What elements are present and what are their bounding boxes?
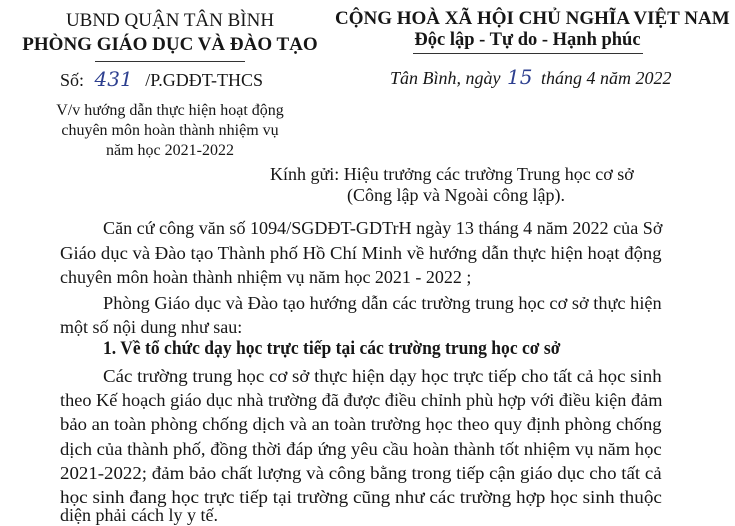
para1-line-2: Giáo dục và Đào tạo Thành phố Hồ Chí Minh về hướng dẫn thực hiện hoạt động (60, 243, 662, 263)
national-title: CỘNG HOÀ XÃ HỘI CHỦ NGHĨA VIỆT NAM (335, 8, 730, 29)
number-prefix: Số: (60, 70, 85, 90)
org-line-2: PHÒNG GIÁO DỤC VÀ ĐÀO TẠO (22, 34, 318, 55)
recipient-line-2: (Công lập và Ngoài công lập). (347, 185, 565, 205)
para3-line-1: Các trường trung học cơ sở thực hiện dạy học trực tiếp cho tất cả học sinh (103, 366, 662, 386)
para1-line-1: Căn cứ công văn số 1094/SGDĐT-GDTrH ngày 13 tháng 4 năm 2022 của Sở (103, 218, 663, 238)
date-prefix: Tân Bình, ngày (390, 68, 501, 88)
number-handwritten: 431 (94, 67, 133, 91)
para2-line-2: một số nội dung như sau: (60, 317, 243, 337)
para3-line-7: diện phải cách ly y tế. (60, 505, 218, 525)
subject-line-1: V/v hướng dẫn thực hiện hoạt động (56, 102, 284, 119)
para3-line-5: 2021-2022; đảm bảo chất lượng và công bằng trong tiếp cận giáo dục cho tất cả (60, 463, 662, 483)
recipient-line-1: Kính gửi: Hiệu trưởng các trường Trung học cơ sở (270, 164, 634, 184)
para2-line-1: Phòng Giáo dục và Đào tạo hướng dẫn các trường trung học cơ sở thực hiện (103, 293, 662, 313)
number-suffix: /P.GDĐT-THCS (145, 70, 264, 90)
para1-line-3: chuyên môn hoàn thành nhiệm vụ năm học 2021 - 2022 ; (60, 267, 472, 287)
subject-line-2: chuyên môn hoàn thành nhiệm vụ (61, 122, 279, 139)
motto: Độc lập - Tự do - Hạnh phúc (414, 30, 641, 50)
underline-left (95, 61, 245, 62)
section1-heading: 1. Về tổ chức dạy học trực tiếp tại các trường trung học cơ sở (103, 339, 561, 359)
date-day: 15 (507, 65, 533, 89)
para3-line-6: học sinh đang học trực tiếp tại trường cũng như các trường hợp học sinh thuộc (60, 487, 662, 507)
date-suffix: tháng 4 năm 2022 (540, 68, 672, 88)
org-line-1: UBND QUẬN TÂN BÌNH (65, 10, 275, 31)
para3-line-4: dịch của thành phố, đồng thời đáp ứng yêu cầu hoàn thành tốt nhiệm vụ năm học (60, 439, 662, 459)
para3-line-2: theo Kế hoạch giáo dục nhà trường đã được điều chỉnh phù hợp với điều kiện đảm (60, 390, 663, 410)
date-line (390, 65, 671, 89)
document-number (60, 67, 263, 91)
underline-right (413, 53, 643, 54)
para3-line-3: bảo an toàn phòng chống dịch và an toàn trường học theo quy định phòng chống (60, 414, 662, 434)
subject-line-3: năm học 2021-2022 (106, 142, 234, 159)
